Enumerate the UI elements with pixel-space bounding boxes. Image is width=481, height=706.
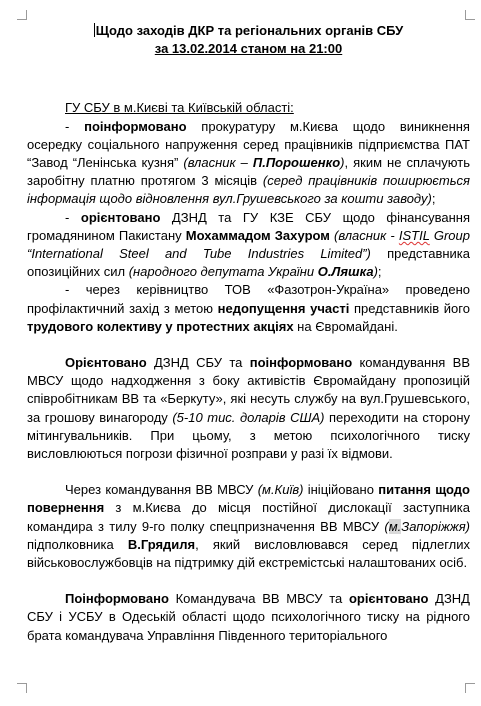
bullet-paragraph: - орієнтовано ДЗНД та ГУ КЗЕ СБУ щодо фінансування громадянином Пакистану Мохаммадом Захуром (власник - ISTIL Group “International Steel and Tube Industries Limited”) представника опозиційних сил (народного депутата України О.Ляшка); (27, 209, 470, 280)
document-title (27, 22, 470, 58)
title-line-1: Щодо заходів ДКР та регіональних органів СБУ (95, 23, 404, 38)
section-heading: ГУ СБУ в м.Києві та Київській області: (65, 100, 294, 116)
body-paragraph: Через командування ВВ МВСУ (м.Київ) ініційовано питання щодо повернення з м.Києва до місця постійної дислокації заступника командира з тилу 9-го полку спецпризначення ВВ МВСУ (м.Запоріжжя) підполковника В.Грядиля, який висловлювався серед підлеглих військовослужбовців на підтримку дій екстремістські налаштованих осіб. (27, 482, 471, 571)
page-corner-mark (17, 683, 27, 693)
document-page[interactable] (27, 18, 470, 645)
body-paragraph: Орієнтовано ДЗНД СБУ та поінформовано командування ВВ МВСУ щодо надходження з боку активістів Євромайдану пропозицій співробітникам ВВ та «Беркуту», які несуть службу на вул.Грушевського, за грошову винагороду (5-10 тис. доларів США) переходити на сторону мітингувальників. При цьому, з метою психологічного тиску висловлюються погрози фізичної розправи у разі їх відмови. (27, 355, 471, 462)
highlighted-text: м. (388, 518, 402, 534)
text-cursor (94, 23, 95, 37)
page-corner-mark (465, 683, 475, 693)
page-corner-mark (17, 10, 27, 20)
body-paragraph: Поінформовано Командувача ВВ МВСУ та орієнтовано ДЗНД СБУ і УСБУ в Одеській області щодо психологічного тиску на рідного брата командувача Управління Південного територіального (27, 591, 470, 643)
title-line-2: за 13.02.2014 станом на 21:00 (154, 41, 343, 57)
bullet-paragraph: - через керівництво ТОВ «Фазотрон-Україна» проведено профілактичний захід з метою недопущення участі представників його трудового колективу у протестних акціях на Євромайдані. (27, 282, 470, 334)
spellcheck-flag: ISTIL (398, 227, 430, 243)
bullet-paragraph: - поінформовано прокуратуру м.Києва щодо виникнення осередку соціального напруження серед працівників підприємства ПАТ “Завод “Ленінська кузня” (власник – П.Порошенко), яким не сплачують заробітну платню протягом 3 місяців (серед працівників поширюється інформація щодо відновлення вул.Грушевського за кошти заводу); (27, 118, 470, 207)
